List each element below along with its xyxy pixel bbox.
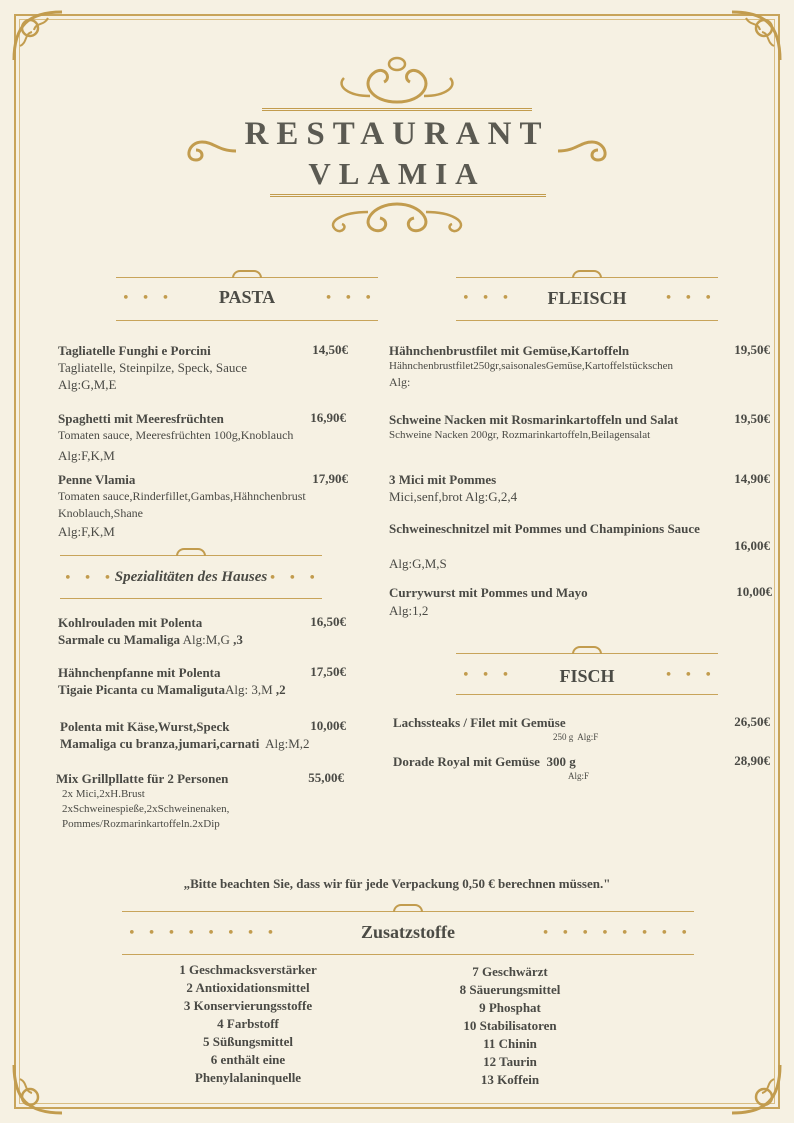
item-name: Currywurst mit Pommes und Mayo bbox=[389, 585, 588, 600]
dots: • • • bbox=[64, 571, 116, 586]
ornament-icon bbox=[393, 904, 423, 912]
corner-ornament-icon bbox=[726, 1059, 786, 1119]
item-desc: 2xSchweinespieße,2xSchweinenaken, bbox=[62, 803, 230, 815]
item-price: 10,00€ bbox=[736, 584, 772, 599]
dots: • • • bbox=[122, 291, 174, 306]
additive-item: 12 Taurin bbox=[483, 1054, 537, 1069]
item-name: Hähnchenbrustfilet mit Gemüse,Kartoffeln bbox=[389, 343, 630, 358]
item-price: 16,00€ bbox=[734, 538, 770, 553]
item-desc: Pommes/Rozmarinkartoffeln.2xDip bbox=[62, 818, 220, 830]
additive-item: 5 Süßungsmittel bbox=[203, 1034, 293, 1049]
restaurant-title-line1: RESTAURANT bbox=[244, 116, 550, 152]
item-desc: Knoblauch,Shane bbox=[58, 506, 143, 520]
menu-item-fleisch-3 bbox=[389, 471, 709, 505]
item-price: 16,90€ bbox=[310, 410, 346, 425]
additive-item: 4 Farbstoff bbox=[217, 1016, 279, 1031]
item-name: Kohlrouladen mit Polenta bbox=[58, 615, 203, 630]
item-name: 3 Mici mit Pommes bbox=[389, 472, 497, 487]
additive-item: 1 Geschmacksverstärker bbox=[179, 962, 317, 977]
item-name: Mix Grillpllatte für 2 Personen bbox=[56, 771, 229, 786]
dots: • • • bbox=[462, 291, 514, 306]
section-header-spezial bbox=[60, 548, 322, 598]
item-allergens: Alg:F,K,M bbox=[58, 524, 115, 539]
additive-item: 7 Geschwärzt bbox=[472, 964, 548, 979]
section-title: FLEISCH bbox=[547, 288, 627, 308]
item-allergens: Alg:G,M,E bbox=[58, 377, 117, 392]
menu-item-fleisch-1 bbox=[389, 342, 749, 391]
additive-item: 11 Chinin bbox=[483, 1036, 537, 1051]
flourish-icon bbox=[330, 52, 464, 108]
dots: • • • bbox=[268, 571, 320, 586]
menu-item-fleisch-5 bbox=[389, 584, 709, 619]
item-price: 26,50€ bbox=[734, 714, 770, 729]
menu-item-fleisch-2 bbox=[389, 411, 729, 443]
section-header-zusatz bbox=[122, 904, 694, 956]
item-allergens-extra: ,3 bbox=[233, 632, 243, 647]
item-name: Spaghetti mit Meeresfrüchten bbox=[58, 411, 224, 426]
item-allergens: Alg: 3,M bbox=[224, 682, 276, 697]
additive-item: Phenylalaninquelle bbox=[194, 1070, 302, 1085]
additive-item: 6 enthält eine bbox=[210, 1052, 286, 1067]
item-price: 19,50€ bbox=[734, 411, 770, 426]
item-allergens: Alg:F,K,M bbox=[58, 448, 115, 463]
item-price: 17,90€ bbox=[312, 471, 348, 486]
item-price: 14,50€ bbox=[312, 342, 348, 357]
item-allergens-extra: ,2 bbox=[275, 682, 286, 697]
additives-list-left bbox=[168, 961, 328, 1087]
corner-ornament-icon bbox=[8, 1059, 68, 1119]
restaurant-title-line2: VLAMIA bbox=[308, 156, 486, 191]
item-price: 10,00€ bbox=[310, 718, 346, 733]
ornament-icon bbox=[232, 270, 262, 278]
item-allergens: Alg:G,M,S bbox=[389, 556, 447, 571]
item-desc: Tomaten sauce,Rinderfillet,Gambas,Hähnchenbrust bbox=[58, 489, 306, 503]
dots: • • • bbox=[664, 291, 716, 306]
item-desc: Mici,senf,brot Alg:G,2,4 bbox=[389, 489, 518, 504]
item-price: 28,90€ bbox=[734, 753, 770, 768]
item-price: 19,50€ bbox=[734, 342, 770, 357]
dots: • • • • • • • • bbox=[128, 926, 279, 941]
section-header-pasta bbox=[116, 270, 378, 320]
item-name: Lachssteaks / Filet mit Gemüse bbox=[393, 715, 566, 730]
header-rule-top bbox=[262, 108, 532, 111]
item-desc: Tagliatelle, Steinpilze, Speck, Sauce bbox=[58, 360, 247, 375]
item-price: 55,00€ bbox=[308, 770, 344, 785]
packaging-notice: „Bitte beachten Sie, dass wir für jede Verpackung 0,50 € berechnen müssen." bbox=[183, 876, 611, 891]
item-desc: Tomaten sauce, Meeresfrüchten 100g,Knoblauch bbox=[58, 428, 294, 442]
item-desc: Schweine Nacken 200gr, Rozmarinkartoffeln,Beilagensalat bbox=[389, 429, 651, 441]
item-desc: Hähnchenbrustfilet250gr,saisonalesGemüse,Kartoffelstückschen bbox=[389, 360, 674, 372]
section-header-fleisch bbox=[456, 270, 718, 320]
section-title: Spezialitäten des Hauses bbox=[114, 569, 268, 585]
item-allergens: Alg:1,2 bbox=[389, 603, 429, 618]
additive-item: 13 Koffein bbox=[480, 1072, 540, 1087]
item-subtitle: Tigaie Picanta cu Mamaliguta bbox=[58, 682, 225, 697]
item-allergens: Alg:M,2 bbox=[259, 736, 310, 751]
dots: • • • bbox=[664, 668, 716, 683]
ornament-icon bbox=[176, 548, 206, 556]
item-allergens: 250 g Alg:F bbox=[553, 732, 599, 742]
dots: • • • bbox=[324, 291, 376, 306]
item-allergens: Alg:M,G bbox=[180, 632, 234, 647]
item-name: Hähnchenpfanne mit Polenta bbox=[58, 665, 221, 680]
item-name: Dorade Royal mit Gemüse bbox=[393, 754, 540, 769]
additive-item: 8 Säuerungsmittel bbox=[459, 982, 561, 997]
section-title: Zusatzstoffe bbox=[361, 922, 455, 942]
item-name: Penne Vlamia bbox=[58, 472, 136, 487]
section-title: FISCH bbox=[559, 666, 615, 686]
item-price: 14,90€ bbox=[734, 471, 770, 486]
section-header-fisch bbox=[456, 646, 718, 696]
item-name: Polenta mit Käse,Wurst,Speck bbox=[60, 719, 230, 734]
additive-item: 2 Antioxidationsmittel bbox=[186, 980, 310, 995]
corner-ornament-icon bbox=[726, 6, 786, 66]
item-price: 16,50€ bbox=[310, 614, 346, 629]
item-allergens: Alg:F bbox=[568, 771, 590, 781]
item-subtitle: Sarmale cu Mamaliga bbox=[58, 632, 181, 647]
item-price: 17,50€ bbox=[310, 664, 346, 679]
item-allergens: Alg: bbox=[389, 375, 411, 389]
section-title: PASTA bbox=[218, 287, 276, 307]
item-name: Schweine Nacken mit Rosmarinkartoffeln und Salat bbox=[389, 412, 679, 427]
dots: • • • bbox=[462, 668, 514, 683]
item-desc: 2x Mici,2xH.Brust bbox=[62, 788, 145, 800]
menu-item-fisch-1 bbox=[393, 714, 693, 743]
additive-item: 10 Stabilisatoren bbox=[463, 1018, 557, 1033]
additives-list-right bbox=[430, 963, 590, 1089]
ornament-icon bbox=[572, 646, 602, 654]
ornament-icon bbox=[572, 270, 602, 278]
item-name: Schweineschnitzel mit Pommes und Champinions Sauce bbox=[389, 521, 700, 536]
item-weight: 300 g bbox=[546, 754, 576, 769]
additive-item: 3 Konservierungsstoffe bbox=[183, 998, 313, 1013]
additive-item: 9 Phosphat bbox=[479, 1000, 541, 1015]
corner-ornament-icon bbox=[8, 6, 68, 66]
item-subtitle: Mamaliga cu branza,jumari,carnati bbox=[60, 736, 260, 751]
dots: • • • • • • • • bbox=[541, 926, 692, 941]
flourish-icon bbox=[312, 198, 482, 238]
menu-item-fisch-2 bbox=[393, 753, 693, 782]
item-name: Tagliatelle Funghi e Porcini bbox=[58, 343, 211, 358]
